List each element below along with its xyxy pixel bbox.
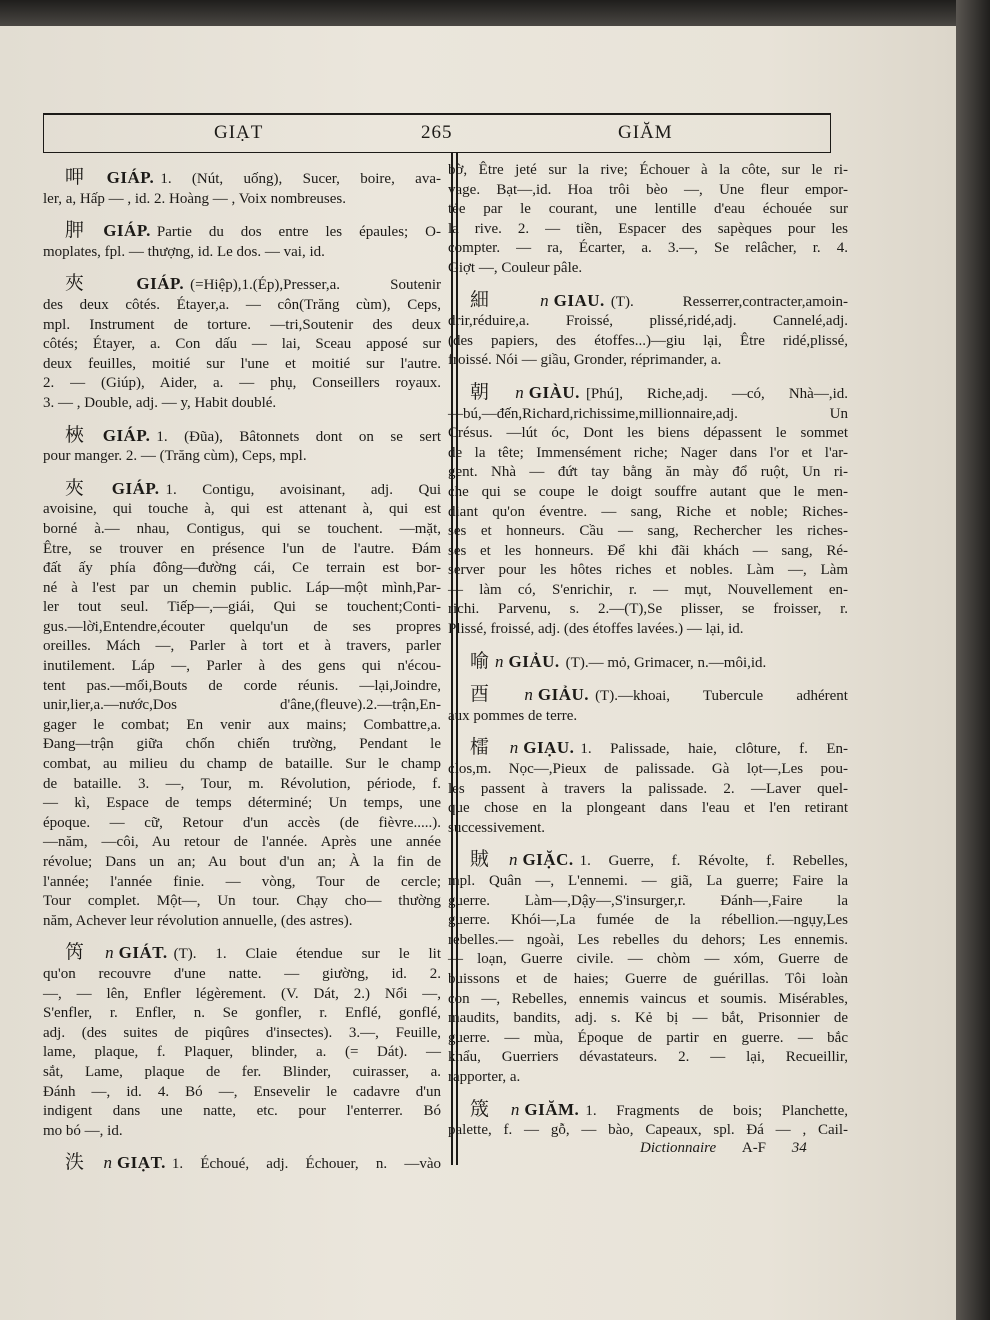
entry-line: — làm có, S'enrichir, r. — mụt, Nouvellement en-: [448, 581, 848, 598]
definition-text: [Phú], Riche,adj. —có, Nhà—,id.: [585, 385, 848, 402]
entry-line: successivement.: [448, 819, 546, 836]
headword: GIĂM.: [524, 1099, 580, 1119]
entry-line: Giợt —, Couleur pâle.: [448, 259, 583, 276]
right-column: [448, 161, 848, 1141]
dictionary-entry: [448, 383, 848, 640]
entry-line: guerre. Khói—,La fumée de la rébellion.—ngụy,Les: [448, 912, 848, 929]
definition-text: (T).—khoai, Tubercule adhérent: [595, 688, 848, 705]
headword-character: 朝: [470, 381, 510, 403]
entry-first-line: [43, 943, 441, 965]
entry-line: 3. — , Double, adj. — y, Habit doublé.: [43, 394, 277, 411]
page-number: 265: [421, 122, 453, 143]
entry-first-line: [43, 221, 441, 243]
noun-marker: n: [515, 382, 524, 402]
entry-line: —năm, —côi, Au retour de l'année. Après une année: [43, 834, 441, 851]
entry-line: la rive. 2. — tiền, Espacer des sapèques pour les: [448, 220, 848, 237]
definition-text: 1. Guerre, f. Révolte, f. Rebelles,: [579, 853, 848, 870]
entry-first-line: [43, 168, 441, 190]
entry-line: palette, f. — gỗ, — bào, Capeaux, spl. Đá — , Cail-: [448, 1122, 848, 1139]
dictionary-entry: [448, 652, 848, 674]
footer-title: Dictionnaire: [640, 1140, 717, 1156]
headword: GIÁP.: [103, 221, 151, 241]
entry-line: năm, Achever leur révolution annuelle, (des astres).: [43, 912, 353, 929]
headword-character: 筬: [470, 1098, 505, 1120]
headword-character: 夾: [65, 273, 131, 295]
headword: GIẢU.: [508, 651, 560, 671]
entry-line: Đánh —, id. 4. Bó —, Ensevelir le cadavre d'un: [43, 1083, 441, 1100]
dictionary-entry: [448, 1100, 848, 1141]
definition-text: (T). 1. Claie étendue sur le lit: [173, 946, 441, 963]
dictionary-entry: [448, 685, 848, 726]
entry-line: mpl. Quân —, L'ennemi. — giã, La guerre; Faire la: [448, 873, 848, 889]
entry-line: guerre. Làm—,Dậy—,S'insurger,r. Đánh—,Faire la: [448, 892, 848, 909]
continued-entry: [448, 161, 848, 279]
entry-first-line: [448, 652, 848, 674]
header-left-guide-word: GIẠT: [214, 122, 264, 143]
entry-line: adj. (des suites de piqûres d'insectes). 3.—, Feuille,: [43, 1024, 441, 1041]
entry-first-line: [43, 426, 441, 448]
entry-line: server pour les hôtes riches et nobles. Làm —, Làm: [448, 562, 848, 579]
entry-line: drir,réduire,a. Froissé, plissé,ridé,adj. Cannelé,adj.: [448, 313, 848, 330]
entry-line: vage. Bạt—,id. Hoa trôi bèo —, Une fleur empor-: [448, 181, 848, 198]
definition-text: 1. (Nút, uống), Sucer, boire, ava-: [160, 171, 441, 187]
scan-top-background: [0, 0, 990, 26]
dictionary-entry: [43, 221, 441, 262]
entry-line: ses et honneurs. Cầu — sang, Rechercher les riches-: [448, 523, 848, 540]
entry-first-line: [448, 291, 848, 313]
entry-line: —, — lên, Enfler légèrement. (V. Dát, 2.) Nổi —,: [43, 985, 441, 1002]
noun-marker: n: [495, 651, 504, 671]
dictionary-entry: [448, 291, 848, 371]
headword-character: 檑: [470, 737, 504, 759]
entry-line: que chose en la plongeant dans l'eau et l'en retirant: [448, 800, 848, 817]
entry-line: né à l'est par un chemin public. Láp—một mình,Par-: [43, 579, 441, 596]
entry-line: tent pas.—mối,Bouts de corde réunis. —lại,Joindre,: [43, 677, 441, 694]
entry-line: unir,lier,a.—nước,Dos d'âne,(fleuve).2.—trận,En-: [43, 697, 441, 714]
entry-line: l'année; l'année finie. — vòng, Tour de cercle;: [43, 873, 441, 890]
entry-line: Plissé, froissé, adj. (des étoffes lavées.) — lại, id.: [448, 621, 744, 638]
headword: GIẶC.: [522, 850, 574, 870]
entry-line: Đang—trận giữa chốn chiến trường, Pendant le: [43, 736, 441, 753]
entry-line: qu'on recouvre d'une natte. — giường, id. 2.: [43, 965, 441, 982]
headword-character: 梜: [65, 424, 97, 446]
headword: GIÁP.: [111, 478, 160, 498]
entry-line: froissé. Nói — giầu, Gronder, réprimander, a.: [448, 352, 722, 369]
headword-character: 酉: [470, 684, 519, 706]
header-right-guide-word: GIĂM: [618, 122, 673, 143]
entry-line: clos,m. Nọc—,Pieux de palissade. Gà lọt—,Les pou-: [448, 761, 848, 778]
noun-marker: n: [105, 943, 114, 963]
entry-line: de la tête; Immensément riche; Nager dans l'or et l'ar-: [448, 444, 848, 461]
entry-line: ses et les honneurs. Để khi đãi khách — sang, Ré-: [448, 542, 848, 559]
definition-text: (T). Resserrer,contracter,amoin-: [610, 293, 848, 310]
entry-line: Être, se trouver en présence l'un de l'autre. Đám: [43, 540, 441, 557]
headword: GIÁT.: [118, 943, 168, 963]
entry-line: côtés; Étayer, a. Con dấu — lai, Sceau apposé sur: [43, 336, 441, 353]
entry-line: pour manger. 2. — (Trăng cùm), Ceps, mpl.: [43, 448, 307, 465]
entry-line: mpl. Instrument de torture. —tri,Soutenir des deux: [43, 316, 441, 333]
definition-text: 1. Contigu, avoisinant, adj. Qui: [165, 481, 441, 498]
headword: GIÁP.: [102, 425, 151, 445]
dictionary-entry: [43, 479, 441, 932]
entry-line: rebelles.— ngoài, Les rebelles du dehors; Les ennemis.: [448, 931, 848, 948]
page-footer: [640, 1140, 829, 1157]
entry-line: Crésus. —lút óc, Dont les biens dépassent le sommet: [448, 425, 848, 442]
left-column: [43, 168, 441, 1175]
definition-text: 1. Échoué, adj. Échouer, n. —vào: [171, 1156, 441, 1173]
definition-text: (T).— mỏ, Grimacer, n.—môi,id.: [565, 654, 767, 671]
headword-character: 胛: [65, 220, 98, 242]
entry-first-line: [448, 685, 848, 707]
entry-line: lame, plaque, f. Plaquer, blinder, a. (= Dát). —: [43, 1044, 441, 1061]
entry-line: maudits, bandits, adj. s. Kẻ bị — bắt, Prisonnier de: [448, 1010, 848, 1027]
definition-text: 1. Palissade, haie, clôture, f. En-: [580, 741, 848, 758]
noun-marker: n: [540, 290, 549, 310]
dictionary-entry: [43, 168, 441, 209]
entry-first-line: [43, 274, 441, 296]
entry-line: guerre. — mùa, Époque de partir en guerre. — bắc: [448, 1029, 848, 1046]
entry-line: oreilles. Mách —, Parler à tort et à travers, parler: [43, 638, 441, 655]
definition-text: 1. Fragments de bois; Planchette,: [585, 1102, 848, 1119]
entry-line: con —, Rebelles, ennemis vaincus et soumis. Misérables,: [448, 990, 848, 1007]
entry-line: richi. Parvenu, s. 2.—(T),Se plisser, se froisser, r.: [448, 601, 848, 618]
dictionary-entry: [43, 943, 441, 1141]
dictionary-entry: [448, 738, 848, 838]
entry-line: compter. — ra, Écarter, a. 3.—, Se relâcher, r. 4.: [448, 240, 848, 257]
entry-first-line: [448, 850, 848, 872]
entry-line: khẩu, Guerriers dévastateurs. 2. — lại, Recueillir,: [448, 1049, 848, 1066]
entry-line: sắt, Lame, plaque de fer. Blinder, cuirasser, a.: [43, 1063, 441, 1080]
definition-text: 1. (Đũa), Bâtonnets dont on se sert: [156, 428, 441, 445]
noun-marker: n: [103, 1153, 112, 1173]
entry-line: moplates, fpl. — thượng, id. Le dos. — vai, id.: [43, 243, 325, 260]
dictionary-entry: [43, 1153, 441, 1175]
entry-line: đất ấy phía đông—đường cái, Ce terrain est bor-: [43, 560, 441, 577]
definition-text: (=Hiệp),1.(Ép),Presser,a. Soutenir: [190, 277, 441, 294]
headword: GIẠT.: [116, 1153, 166, 1173]
entry-line: gager le combat; En venir aux mains; Combattre,a.: [43, 716, 441, 733]
dictionary-entry: [448, 850, 848, 1087]
entry-line: borné à.— nhau, Contigus, qui se touchent. —mặt,: [43, 520, 441, 537]
noun-marker: n: [524, 685, 533, 705]
entry-line: S'enfler, r. Enfler, n. Se gonfler, r. Enflé, gonflé,: [43, 1005, 441, 1022]
entry-line: Tour complet. Một—, Un tour. Chạy cho— thường: [43, 893, 441, 910]
entry-line: rapporter, a.: [448, 1068, 521, 1085]
dictionary-entry: [43, 274, 441, 413]
headword-character: 細: [470, 289, 535, 311]
entry-line: —bú,—đến,Richard,richissime,millionnaire,adj. Un: [448, 405, 848, 422]
entry-line: aux pommes de terre.: [448, 707, 578, 724]
entry-line: indigent dans une natte, etc. pour l'enterrer. Bó: [43, 1103, 441, 1120]
entry-line: bờ, Être jeté sur la rive; Échouer à la côte, sur le ri-: [448, 162, 848, 178]
headword-character: 賊: [470, 849, 503, 871]
entry-line: inutilement. Láp —, Parler à des gens qui n'écou-: [43, 658, 441, 675]
entry-line: 2. — (Giúp), Aider, a. — phụ, Conseillers royaux.: [43, 375, 441, 392]
entry-line: mo bó —, id.: [43, 1122, 123, 1139]
noun-marker: n: [510, 1099, 520, 1119]
noun-marker: n: [508, 850, 518, 870]
entry-first-line: [448, 1100, 848, 1122]
entry-line: gent. Nhà — đứt tay bằng ăn mày đổ ruột, Un ri-: [448, 464, 848, 481]
definition-text: Partie du dos entre les épaules; O-: [156, 224, 441, 241]
headword-character: 笍: [65, 942, 100, 964]
entry-line: gus.—lời,Entendre,écouter quelqu'un de ses propres: [43, 618, 441, 635]
headword: GIẠU.: [523, 738, 575, 758]
running-header: [43, 113, 831, 153]
headword-character: 夾: [65, 477, 106, 499]
entry-line: buissons et de haies; Guerre de guérillas. Tôi loàn: [448, 970, 848, 987]
entry-line: tée par le courant, une lentille d'eau échouée sur: [448, 201, 848, 218]
entry-line: ler tout seul. Tiếp—,—giái, Qui se touchent;Conti-: [43, 599, 441, 616]
entry-first-line: [448, 383, 848, 405]
headword-character: 喻: [470, 650, 490, 672]
entry-line: avoisine, qui touche à, qui est attenant à, qui est: [43, 501, 441, 518]
entry-line: les passent à travers la palissade. 2. —Laver quel-: [448, 780, 848, 797]
entry-line: deux feuilles, moitié sur l'une et moitié sur l'autre.: [43, 355, 441, 372]
entry-line: ler, a, Hấp — , id. 2. Hoàng — , Voix nombreuses.: [43, 190, 346, 207]
entry-line: — loạn, Guerre civile. — chòm — xóm, Guerre de: [448, 951, 848, 968]
book-edge: [956, 0, 990, 1320]
headword: GIÀU.: [528, 382, 580, 402]
entry-line: de bataille. 3. —, Tour, m. Révolution, période, f.: [43, 775, 441, 792]
entry-line: époque. — cữ, Retour d'un accès (de fièvre.....).: [43, 814, 441, 831]
entry-line: — kì, Espace de temps déterminé; Un temps, une: [43, 795, 441, 812]
entry-line: (des papiers, des étoffes...)—giu lại, Être ridé,plissé,: [448, 332, 848, 349]
footer-signature: 34: [791, 1140, 807, 1156]
entry-first-line: [43, 1153, 441, 1175]
footer-section: A-F: [741, 1140, 767, 1156]
headword: GIAU.: [553, 290, 605, 310]
headword: GIÁP.: [106, 168, 155, 187]
dictionary-entry: [43, 426, 441, 467]
noun-marker: n: [509, 738, 519, 758]
entry-line: che qui se coupe le doigt souffre autant que le men-: [448, 483, 848, 500]
entry-line: combat, au milieu du champ de bataille. Sur le champ: [43, 756, 441, 773]
entry-line: diant qu'on éventre. — sang, Riche et noble; Riches-: [448, 503, 848, 520]
entry-line: des deux côtés. Étayer,a. — côn(Trăng cùm), Ceps,: [43, 296, 441, 313]
entry-line: révolue; Dans un an; Au bout d'un an; À la fin de: [43, 854, 441, 870]
headword-character: 泆: [65, 1152, 98, 1174]
headword: GIẢU.: [537, 685, 590, 705]
headword: GIÁP.: [136, 274, 185, 294]
headword-character: 呷: [65, 167, 101, 188]
entry-first-line: [43, 479, 441, 501]
entry-first-line: [448, 738, 848, 760]
